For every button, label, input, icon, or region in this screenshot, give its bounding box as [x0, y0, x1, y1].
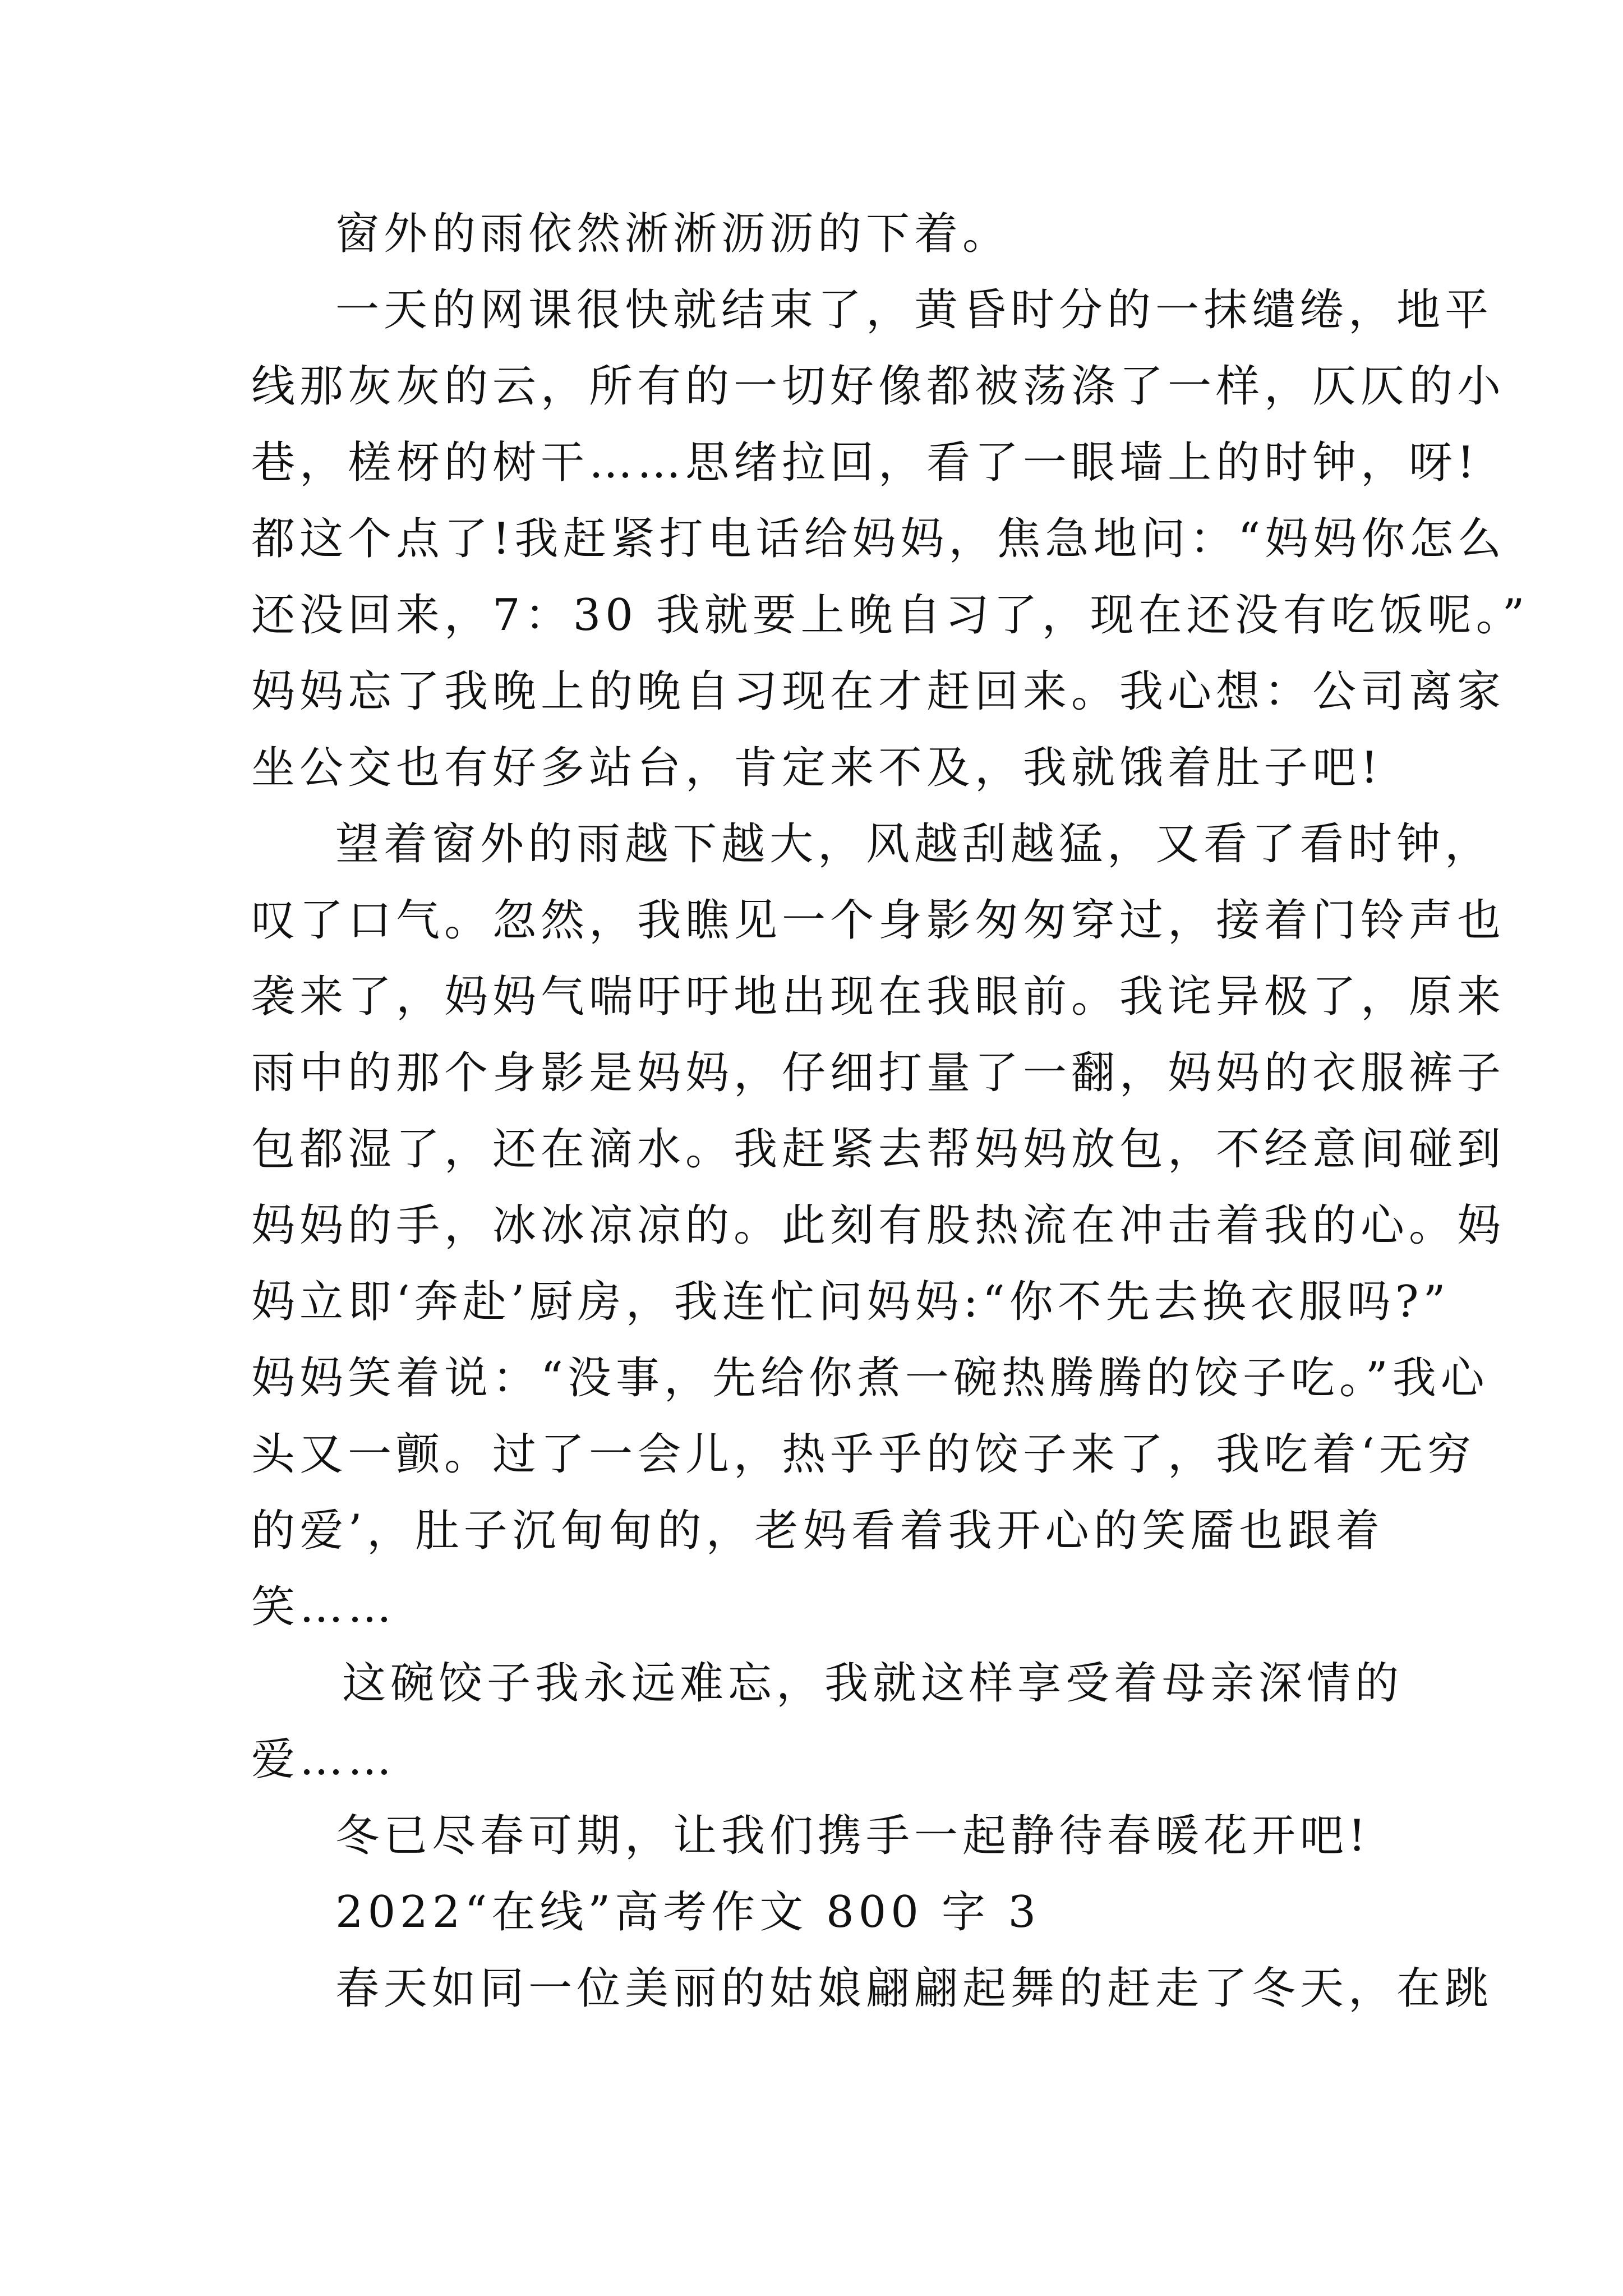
paragraph-line: 冬已尽春可期，让我们携手一起静待春暖花开吧!: [335, 1811, 1371, 1861]
paragraph-line: 巷，槎枒的树干……思绪拉回，看了一眼墙上的时钟，呀!: [251, 438, 1479, 488]
paragraph-line: 袭来了，妈妈气喘吁吁地出现在我眼前。我诧异极了，原来: [251, 972, 1506, 1022]
paragraph-line: 妈妈的手，冰冰凉凉的。此刻有股热流在冲击着我的心。妈: [251, 1200, 1506, 1251]
paragraph-line: 春天如同一位美丽的姑娘翩翩起舞的赶走了冬天，在跳: [335, 1963, 1493, 2014]
paragraph-line: 望着窗外的雨越下越大，风越刮越猛，又看了看时钟，: [335, 819, 1493, 869]
paragraph-line: 线那灰灰的云，所有的一切好像都被荡涤了一样，仄仄的小: [251, 361, 1506, 412]
paragraph-line: 窗外的雨依然淅淅沥沥的下着。: [335, 209, 1011, 259]
paragraph-line: 妈立即‘奔赴’厨房，我连忙问妈妈:“你不先去换衣服吗?”: [251, 1277, 1450, 1327]
paragraph-line: 坐公交也有好多站台，肯定来不及，我就饿着肚子吧!: [251, 743, 1383, 793]
paragraph-line: 这碗饺子我永远难忘，我就这样享受着母亲深情的: [342, 1658, 1404, 1709]
section-heading: 2022“在线”高考作文 800 字 3: [335, 1887, 1041, 1938]
paragraph-line: 爱……: [251, 1734, 396, 1785]
paragraph-line: 都这个点了!我赶紧打电话给妈妈，焦急地问：“妈妈你怎么: [251, 514, 1506, 564]
paragraph-line: 笑……: [251, 1582, 396, 1632]
paragraph-line: 妈妈忘了我晚上的晚自习现在才赶回来。我心想：公司离家: [251, 666, 1506, 717]
paragraph-line: 包都湿了，还在滴水。我赶紧去帮妈妈放包，不经意间碰到: [251, 1124, 1506, 1175]
paragraph-line: 叹了口气。忽然，我瞧见一个身影匆匆穿过，接着门铃声也: [251, 895, 1506, 946]
paragraph-line: 的爱’，肚子沉甸甸的，老妈看着我开心的笑靥也跟着: [251, 1506, 1384, 1556]
paragraph-line: 雨中的那个身影是妈妈，仔细打量了一翻，妈妈的衣服裤子: [251, 1048, 1506, 1098]
paragraph-line: 还没回来，7：30 我就要上晚自习了，现在还没有吃饭呢。”: [251, 590, 1529, 641]
paragraph-line: 一天的网课很快就结束了，黄昏时分的一抹缱绻，地平: [335, 285, 1493, 335]
paragraph-line: 妈妈笑着说：“没事，先给你煮一碗热腾腾的饺子吃。”我心: [251, 1353, 1489, 1404]
paragraph-line: 头又一颤。过了一会儿，热乎乎的饺子来了，我吃着‘无穷: [251, 1429, 1476, 1480]
